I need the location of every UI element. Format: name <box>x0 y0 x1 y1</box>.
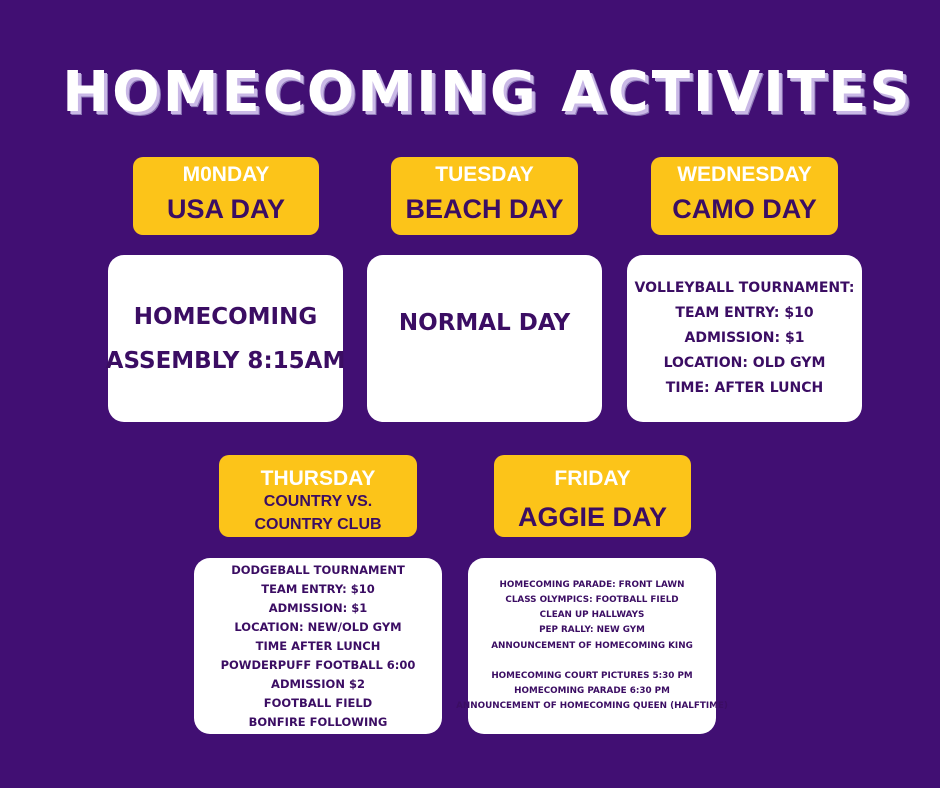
friday-card <box>456 558 728 734</box>
friday-activity: HOMECOMING PARADE: FRONT LAWN <box>499 579 685 590</box>
wednesday-activity: ADMISSION: $1 <box>684 330 805 346</box>
thursday-activity: POWDERPUFF FOOTBALL 6:00 <box>220 657 416 672</box>
monday-card <box>105 255 346 422</box>
wednesday-activity: TIME: AFTER LUNCH <box>665 380 824 396</box>
friday-activity: CLASS OLYMPICS: FOOTBALL FIELD <box>505 594 679 605</box>
wednesday-activity: VOLLEYBALL TOURNAMENT: <box>634 280 855 296</box>
thursday-activity: TEAM ENTRY: $10 <box>261 581 375 596</box>
friday-activity: PEP RALLY: NEW GYM <box>539 625 645 636</box>
thursday-activity: BONFIRE FOLLOWING <box>248 714 388 729</box>
friday-activity: ANNOUNCEMENT OF HOMECOMING KING <box>491 640 693 651</box>
tuesday-card <box>367 255 602 422</box>
wednesday-activity: TEAM ENTRY: $10 <box>675 305 814 321</box>
tuesday-day-label: TUESDAY <box>435 163 534 186</box>
page-title: HOMECOMING ACTIVITES <box>62 60 913 125</box>
friday-tab <box>494 455 691 537</box>
thursday-theme-label: COUNTRY CLUB <box>254 516 382 533</box>
thursday-activity: LOCATION: NEW/OLD GYM <box>234 619 402 634</box>
friday-evening-activity: HOMECOMING COURT PICTURES 5:30 PM <box>491 670 693 681</box>
tuesday-theme-label: BEACH DAY <box>405 194 564 224</box>
friday-day-label: FRIDAY <box>554 467 631 490</box>
wednesday-tab <box>651 157 838 235</box>
friday-evening-activity: ANNOUNCEMENT OF HOMECOMING QUEEN (HALFTIME) <box>456 701 728 712</box>
wednesday-theme-label: CAMO DAY <box>672 194 817 224</box>
friday-theme-label: AGGIE DAY <box>517 502 668 532</box>
wednesday-day-label: WEDNESDAY <box>677 163 812 186</box>
monday-theme-label: USA DAY <box>166 194 286 224</box>
monday-tab <box>133 157 319 235</box>
thursday-activity: DODGEBALL TOURNAMENT <box>231 562 405 577</box>
friday-evening-activity: HOMECOMING PARADE 6:30 PM <box>514 685 670 696</box>
thursday-activity: FOOTBALL FIELD <box>263 695 373 710</box>
thursday-theme-label: COUNTRY VS. <box>263 493 373 510</box>
thursday-activity: ADMISSION $2 <box>271 676 365 691</box>
thursday-tab <box>219 455 417 537</box>
thursday-activity: ADMISSION: $1 <box>268 600 368 615</box>
tuesday-activity: NORMAL DAY <box>398 310 571 336</box>
wednesday-activity: LOCATION: OLD GYM <box>663 355 826 371</box>
monday-day-label: M0NDAY <box>182 163 270 186</box>
tuesday-tab <box>391 157 578 235</box>
thursday-card <box>194 558 442 734</box>
friday-activity: CLEAN UP HALLWAYS <box>539 610 645 621</box>
monday-activity: HOMECOMING <box>133 303 318 330</box>
thursday-day-label: THURSDAY <box>260 467 376 490</box>
thursday-activity: TIME AFTER LUNCH <box>255 638 381 653</box>
wednesday-card <box>627 255 862 422</box>
monday-activity: ASSEMBLY 8:15AM <box>105 347 346 374</box>
